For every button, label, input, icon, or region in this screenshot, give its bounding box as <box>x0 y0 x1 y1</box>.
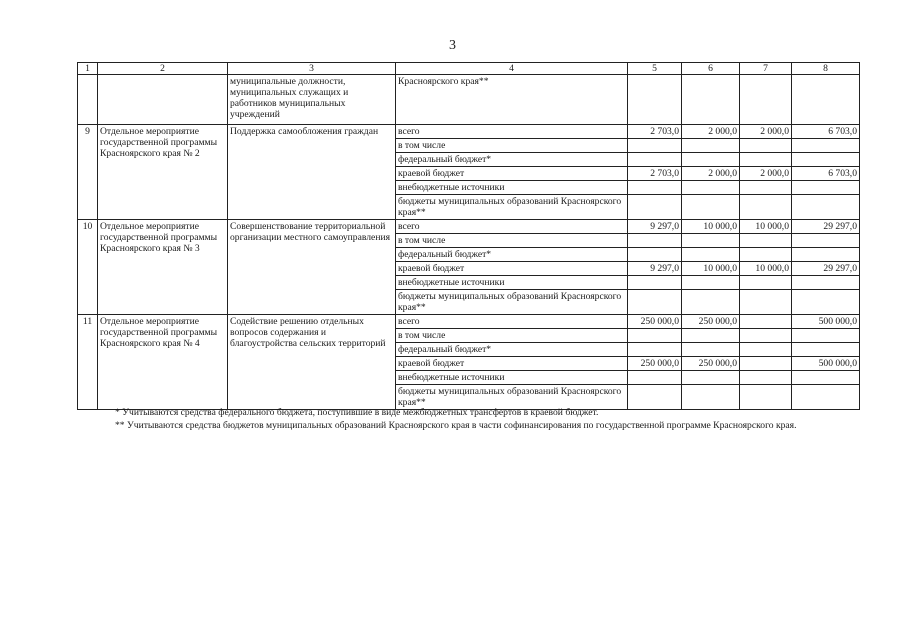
amount-cell <box>628 290 682 315</box>
measure-goal: Поддержка самообложения граждан <box>228 125 396 220</box>
footnote: * Учитываются средства федерального бюджета, поступившие в виде межбюджетных трансфертов в краевой бюджет. <box>115 407 599 418</box>
funding-source: федеральный бюджет* <box>396 343 628 357</box>
amount-cell: 250 000,0 <box>628 357 682 371</box>
amount-cell: 250 000,0 <box>682 315 740 329</box>
amount-cell <box>682 371 740 385</box>
amount-cell: 500 000,0 <box>792 315 860 329</box>
amount-cell <box>792 329 860 343</box>
amount-cell <box>628 371 682 385</box>
amount-cell <box>792 343 860 357</box>
amount-cell <box>628 276 682 290</box>
column-number: 1 <box>78 63 98 75</box>
amount-cell: 2 000,0 <box>740 125 792 139</box>
amount-cell <box>628 234 682 248</box>
amount-cell <box>792 248 860 262</box>
table-row <box>78 315 860 329</box>
table-cell <box>78 75 98 125</box>
funding-source: всего <box>396 315 628 329</box>
funding-source: внебюджетные источники <box>396 181 628 195</box>
funding-source: краевой бюджет <box>396 262 628 276</box>
table-cell <box>740 75 792 125</box>
column-number: 8 <box>792 63 860 75</box>
amount-cell <box>740 290 792 315</box>
amount-cell: 9 297,0 <box>628 220 682 234</box>
amount-cell <box>682 139 740 153</box>
funding-source: бюджеты муниципальных образований Красноярского края** <box>396 290 628 315</box>
amount-cell: 6 703,0 <box>792 167 860 181</box>
table-row <box>78 220 860 234</box>
amount-cell: 29 297,0 <box>792 262 860 276</box>
amount-cell: 2 000,0 <box>740 167 792 181</box>
table-row <box>78 125 860 139</box>
amount-cell: 10 000,0 <box>740 220 792 234</box>
funding-source: краевой бюджет <box>396 167 628 181</box>
amount-cell <box>740 234 792 248</box>
amount-cell <box>682 153 740 167</box>
measure-goal: Содействие решению отдельных вопросов содержания и благоустройства сельских территорий <box>228 315 396 410</box>
amount-cell: 29 297,0 <box>792 220 860 234</box>
source-cell: Красноярского края** <box>396 75 628 125</box>
measure-name: Отдельное мероприятие государственной программы Красноярского края № 2 <box>98 125 228 220</box>
amount-cell <box>628 343 682 357</box>
amount-cell <box>740 248 792 262</box>
funding-source: федеральный бюджет* <box>396 248 628 262</box>
amount-cell <box>740 315 792 329</box>
row-number: 11 <box>78 315 98 410</box>
amount-cell: 2 703,0 <box>628 167 682 181</box>
funding-source: бюджеты муниципальных образований Красноярского края** <box>396 195 628 220</box>
amount-cell <box>792 181 860 195</box>
funding-source: всего <box>396 125 628 139</box>
funding-source: внебюджетные источники <box>396 276 628 290</box>
footnote: ** Учитываются средства бюджетов муниципальных образований Красноярского края в части софинансирования по государственной программе Красноярского края. <box>115 420 797 431</box>
amount-cell <box>792 290 860 315</box>
amount-cell <box>682 329 740 343</box>
amount-cell <box>740 276 792 290</box>
column-number: 3 <box>228 63 396 75</box>
row-number: 9 <box>78 125 98 220</box>
funding-source: в том числе <box>396 329 628 343</box>
amount-cell: 6 703,0 <box>792 125 860 139</box>
amount-cell <box>682 276 740 290</box>
amount-cell <box>792 153 860 167</box>
column-number: 5 <box>628 63 682 75</box>
row-number: 10 <box>78 220 98 315</box>
amount-cell <box>792 139 860 153</box>
column-number: 6 <box>682 63 740 75</box>
amount-cell: 10 000,0 <box>682 220 740 234</box>
amount-cell <box>740 343 792 357</box>
amount-cell <box>628 195 682 220</box>
funding-source: внебюджетные источники <box>396 371 628 385</box>
column-number: 4 <box>396 63 628 75</box>
continuation-row <box>78 75 860 125</box>
goal-cell: муниципальные должности, муниципальных служащих и работников муниципальных учреждений <box>228 75 396 125</box>
amount-cell <box>792 234 860 248</box>
page-number: 3 <box>449 38 456 53</box>
funding-source: в том числе <box>396 234 628 248</box>
amount-cell <box>682 181 740 195</box>
amount-cell <box>682 248 740 262</box>
amount-cell <box>682 343 740 357</box>
amount-cell: 250 000,0 <box>628 315 682 329</box>
footnotes <box>77 406 859 432</box>
amount-cell: 10 000,0 <box>682 262 740 276</box>
amount-cell: 2 000,0 <box>682 167 740 181</box>
amount-cell <box>740 153 792 167</box>
column-number: 2 <box>98 63 228 75</box>
budget-table <box>77 62 860 410</box>
amount-cell <box>628 153 682 167</box>
table-body <box>78 125 860 410</box>
amount-cell <box>792 371 860 385</box>
funding-source: краевой бюджет <box>396 357 628 371</box>
amount-cell <box>628 181 682 195</box>
funding-source: федеральный бюджет* <box>396 153 628 167</box>
amount-cell: 9 297,0 <box>628 262 682 276</box>
measure-name: Отдельное мероприятие государственной программы Красноярского края № 3 <box>98 220 228 315</box>
table-cell <box>682 75 740 125</box>
amount-cell <box>682 195 740 220</box>
column-number: 7 <box>740 63 792 75</box>
table-cell <box>98 75 228 125</box>
amount-cell: 250 000,0 <box>682 357 740 371</box>
amount-cell <box>792 276 860 290</box>
column-number-row <box>78 63 860 75</box>
amount-cell: 2 703,0 <box>628 125 682 139</box>
funding-source: бюджеты муниципальных образований Красноярского края** <box>396 385 628 410</box>
amount-cell <box>628 248 682 262</box>
table-cell <box>628 75 682 125</box>
measure-goal: Совершенствование территориальной организации местного самоуправления <box>228 220 396 315</box>
amount-cell <box>628 329 682 343</box>
amount-cell <box>740 371 792 385</box>
measure-name: Отдельное мероприятие государственной программы Красноярского края № 4 <box>98 315 228 410</box>
amount-cell <box>682 234 740 248</box>
amount-cell: 2 000,0 <box>682 125 740 139</box>
amount-cell <box>682 290 740 315</box>
amount-cell <box>740 357 792 371</box>
amount-cell: 10 000,0 <box>740 262 792 276</box>
amount-cell <box>740 181 792 195</box>
funding-source: всего <box>396 220 628 234</box>
funding-source: в том числе <box>396 139 628 153</box>
amount-cell <box>740 329 792 343</box>
amount-cell <box>792 195 860 220</box>
table-cell <box>792 75 860 125</box>
amount-cell <box>740 195 792 220</box>
amount-cell <box>628 139 682 153</box>
amount-cell <box>740 139 792 153</box>
amount-cell: 500 000,0 <box>792 357 860 371</box>
